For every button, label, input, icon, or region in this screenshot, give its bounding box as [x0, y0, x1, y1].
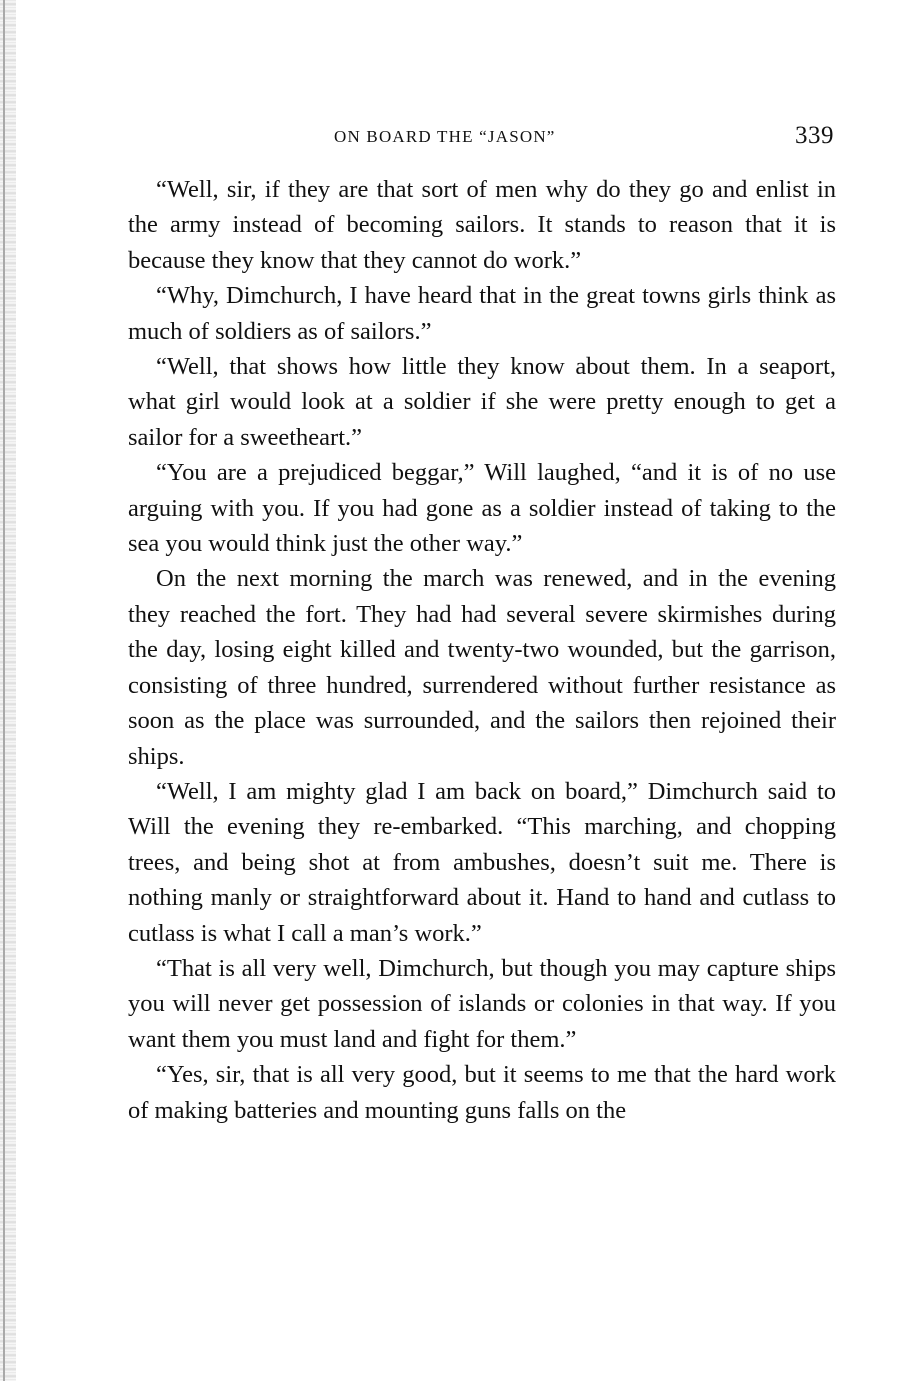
paragraph: “Why, Dimchurch, I have heard that in the great towns girls think as much of soldiers as of sailors.” [128, 282, 836, 345]
paragraph: “Well, I am mighty glad I am back on board,” Dimchurch said to Will the evening they re-embarked. “This marching, and chopping trees, and being shot at from ambushes, doesn’t suit me. There is nothing manly or straightforward about it. Hand to hand and cutlass to cutlass is what I call a man’s work.” [128, 777, 836, 947]
paragraph: “Well, that shows how little they know about them. In a seaport, what girl would look at a soldier if she were pretty enough to get a sailor for a sweetheart.” [128, 353, 836, 451]
paragraph: “You are a prejudiced beggar,” Will laughed, “and it is of no use arguing with you. If you had gone as a soldier instead of taking to the sea you would think just the other way.” [128, 459, 836, 558]
page-number: 339 [795, 122, 834, 149]
paragraph: “Yes, sir, that is all very good, but it seems to me that the hard work of making batteries and mounting guns falls on the [128, 1061, 836, 1124]
body-text [128, 172, 836, 1128]
running-title: ON BOARD THE “JASON” [334, 127, 556, 146]
book-page [128, 118, 836, 1128]
paragraph: “That is all very well, Dimchurch, but though you may capture ships you will never get possession of islands or colonies in that way. If you want them you must land and fight for them.” [128, 954, 836, 1053]
page-header [128, 118, 836, 158]
paragraph: “Well, sir, if they are that sort of men why do they go and enlist in the army instead of becoming sailors. It stands to reason that it is because they know that they cannot do work.” [128, 176, 836, 274]
paragraph: On the next morning the march was renewed, and in the evening they reached the fort. They had had several severe skirmishes during the day, losing eight killed and twenty-two wounded, but the garrison, consisting of three hundred, surrendered without further resistance as soon as the place was surrounded, and the sailors then rejoined their ships. [128, 565, 836, 770]
binding-line [3, 0, 5, 1381]
